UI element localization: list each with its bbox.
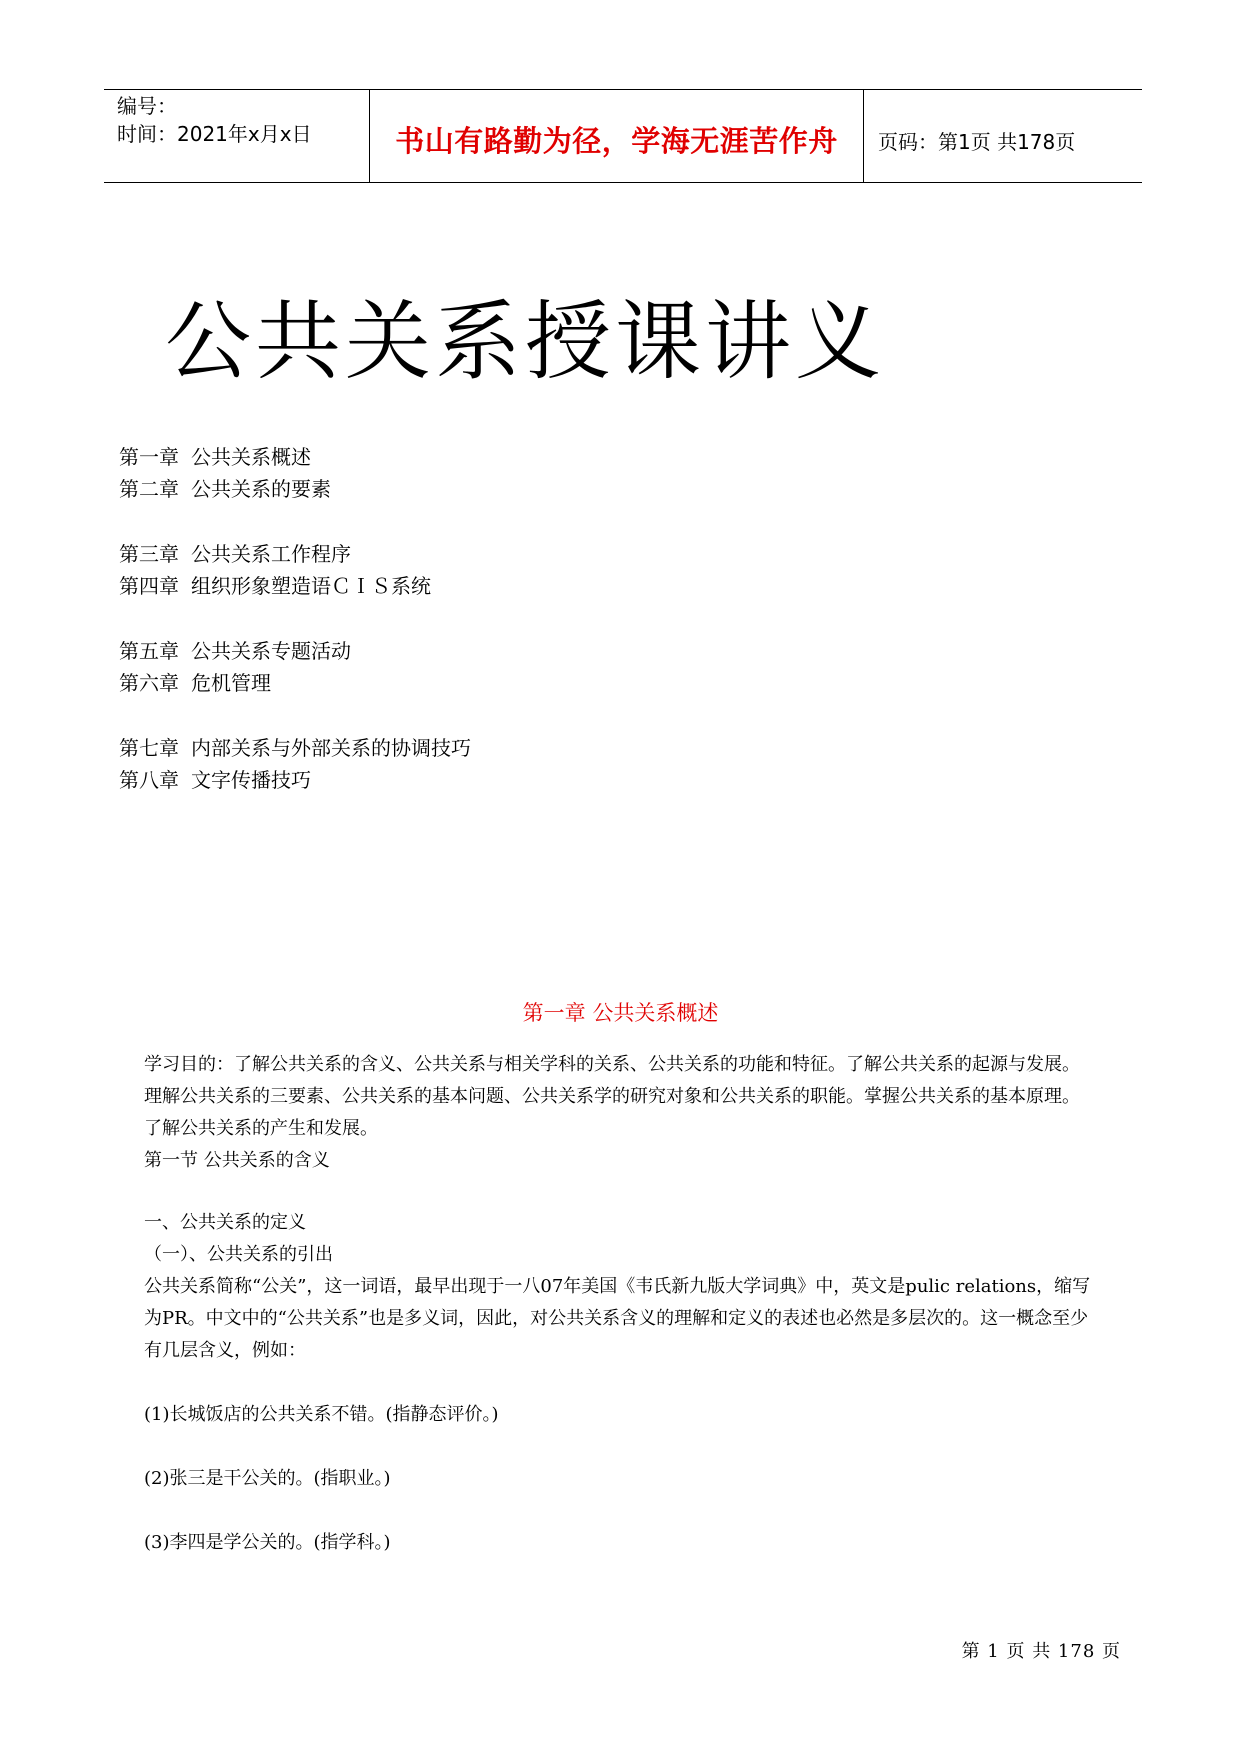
motto: 书山有路勤为径，学海无涯苦作舟	[395, 123, 838, 158]
subsection-heading: 一、公共关系的定义	[144, 1212, 306, 1233]
example-item: (1)长城饭店的公共关系不错。(指静态评价。)	[144, 1404, 499, 1425]
toc-item-title: 公共关系概述	[191, 445, 311, 469]
toc-item-number: 第三章	[119, 542, 179, 566]
table-of-contents	[119, 441, 471, 829]
spacer	[144, 1495, 1094, 1527]
document-title: 公共关系授课讲义	[165, 292, 885, 392]
toc-item-number: 第二章	[119, 477, 179, 501]
toc-item-title: 内部关系与外部关系的协调技巧	[191, 736, 471, 760]
toc-item-number: 第七章	[119, 736, 179, 760]
toc-group	[119, 538, 471, 602]
toc-item	[119, 764, 471, 796]
section-heading: 第一节 公共关系的含义	[144, 1150, 330, 1171]
spacer	[144, 1431, 1094, 1463]
chapter-heading: 第一章 公共关系概述	[522, 1001, 719, 1025]
toc-item-title: 公共关系专题活动	[191, 639, 351, 663]
toc-item	[119, 732, 471, 764]
spacer	[144, 1367, 1094, 1399]
header-meta-cell	[104, 90, 370, 182]
toc-item-number: 第四章	[119, 574, 179, 598]
toc-item-number: 第八章	[119, 768, 179, 792]
learning-objective: 学习目的：了解公共关系的含义、公共关系与相关学科的关系、公共关系的功能和特征。了解公共关系的起源与发展。理解公共关系的三要素、公共关系的基本问题、公共关系学的研究对象和公共关系的职能。掌握公共关系的基本原理。了解公共关系的产生和发展。	[144, 1054, 1080, 1139]
toc-item	[119, 667, 471, 699]
toc-group	[119, 635, 471, 699]
toc-item	[119, 570, 471, 602]
time-label: 时间：2021年x月x日	[117, 122, 312, 146]
toc-item-title: 组织形象塑造语ＣＩＳ系统	[191, 574, 431, 598]
toc-group	[119, 441, 471, 505]
toc-item-title: 危机管理	[191, 671, 271, 695]
toc-item	[119, 473, 471, 505]
toc-item-title: 文字传播技巧	[191, 768, 311, 792]
subsubsection-heading: （一）、公共关系的引出	[144, 1244, 333, 1265]
toc-item-number: 第一章	[119, 445, 179, 469]
page-code: 页码：第1页 共178页	[878, 129, 1076, 154]
toc-item-title: 公共关系的要素	[191, 477, 331, 501]
body-paragraph: 公共关系简称“公关”，这一词语，最早出现于一八07年美国《韦氏新九版大学词典》中，英文是pulic relations，缩写为PR。中文中的“公共关系”也是多义词，因此，对公共关系含义的理解和定义的表述也必然是多层次的。这一概念至少有几层含义，例如：	[144, 1276, 1091, 1361]
toc-item-number: 第五章	[119, 639, 179, 663]
example-item: (3)李四是学公关的。(指学科。)	[144, 1532, 391, 1553]
toc-group	[119, 732, 471, 796]
body-text	[144, 1049, 1094, 1559]
example-item: (2)张三是干公关的。(指职业。)	[144, 1468, 391, 1489]
toc-item-title: 公共关系工作程序	[191, 542, 351, 566]
header-page-cell	[864, 90, 1142, 182]
toc-item	[119, 635, 471, 667]
toc-item	[119, 538, 471, 570]
header-table	[104, 89, 1142, 183]
toc-item	[119, 441, 471, 473]
number-label: 编号：	[117, 94, 177, 118]
toc-item-number: 第六章	[119, 671, 179, 695]
page-footer: 第 1 页 共 178 页	[961, 1641, 1121, 1662]
spacer	[144, 1177, 1094, 1207]
header-motto-cell	[370, 90, 864, 182]
